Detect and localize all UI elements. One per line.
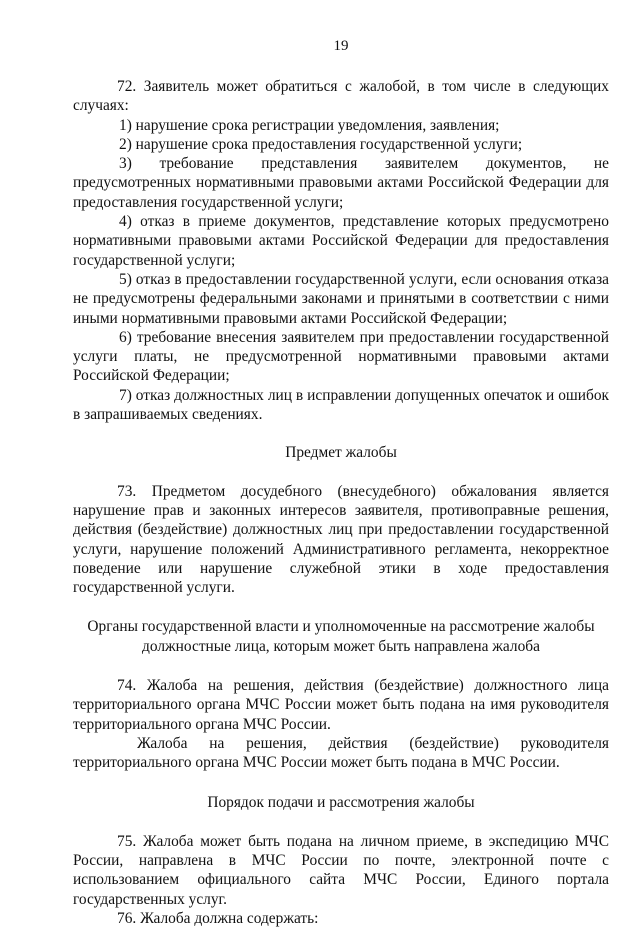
- list-item-72-3: 3) требование представления заявителем документов, не предусмотренных нормативными правовыми актами Российской Федерации для предоставления государственной услуги;: [73, 155, 609, 211]
- section-heading-procedure: Порядок подачи и рассмотрения жалобы: [207, 793, 475, 811]
- list-item-72-4: 4) отказ в приеме документов, представление которых предусмотрено нормативными правовыми актами Российской Федерации для предоставления государственной услуги;: [73, 213, 609, 269]
- list-item-72-2: 2) нарушение срока предоставления государственной услуги;: [119, 135, 523, 153]
- section-heading-subject: Предмет жалобы: [285, 444, 397, 462]
- list-item-72-6: 6) требование внесения заявителем при предоставлении государственной услуги платы, не предусмотренной нормативными правовыми актами Российской Федерации;: [73, 328, 609, 385]
- paragraph-72-intro: 72. Заявитель может обратиться с жалобой, в том числе в следующих случаях:: [73, 78, 609, 115]
- list-item-72-1: 1) нарушение срока регистрации уведомления, заявления;: [119, 116, 500, 134]
- document-body: [73, 77, 609, 928]
- paragraph-74-continued: Жалоба на решения, действия (бездействие) руководителя территориального органа МЧС России может быть подана в МЧС России.: [73, 734, 609, 772]
- list-item-72-5: 5) отказ в предоставлении государственной услуги, если основания отказа не предусмотрены федеральными законами и принятыми в соответствии с ними иными нормативными правовыми актами Российской Федерации;: [73, 270, 609, 327]
- list-item-72-7: 7) отказ должностных лиц в исправлении допущенных опечаток и ошибок в запрашиваемых сведениях.: [73, 386, 609, 424]
- paragraph-75: 75. Жалоба может быть подана на личном приеме, в экспедицию МЧС России, направлена в МЧС России по почте, электронной почте с использованием официального сайта МЧС России, Единого портала государственных услуг.: [73, 832, 609, 908]
- page-number: 19: [333, 38, 349, 54]
- section-heading-authorities: [73, 617, 609, 656]
- section-heading-authorities-line1: Органы государственной власти и уполномоченные на рассмотрение жалобы: [87, 618, 595, 636]
- paragraph-76: 76. Жалоба должна содержать:: [117, 909, 319, 927]
- paragraph-74: 74. Жалоба на решения, действия (бездействие) должностного лица территориального органа МЧС России может быть подана на имя руководителя территориального органа МЧС России.: [73, 677, 609, 733]
- paragraph-73: 73. Предметом досудебного (внесудебного) обжалования является нарушение прав и законных интересов заявителя, противоправные решения, действия (бездействие) должностных лиц при предоставлении государственной услуги, нарушение положений Административного регламента, некорректное поведение или нарушение служебной этики в ходе предоставления государственной услуги.: [73, 482, 609, 597]
- section-heading-authorities-line2: должностные лица, которым может быть направлена жалоба: [142, 637, 540, 655]
